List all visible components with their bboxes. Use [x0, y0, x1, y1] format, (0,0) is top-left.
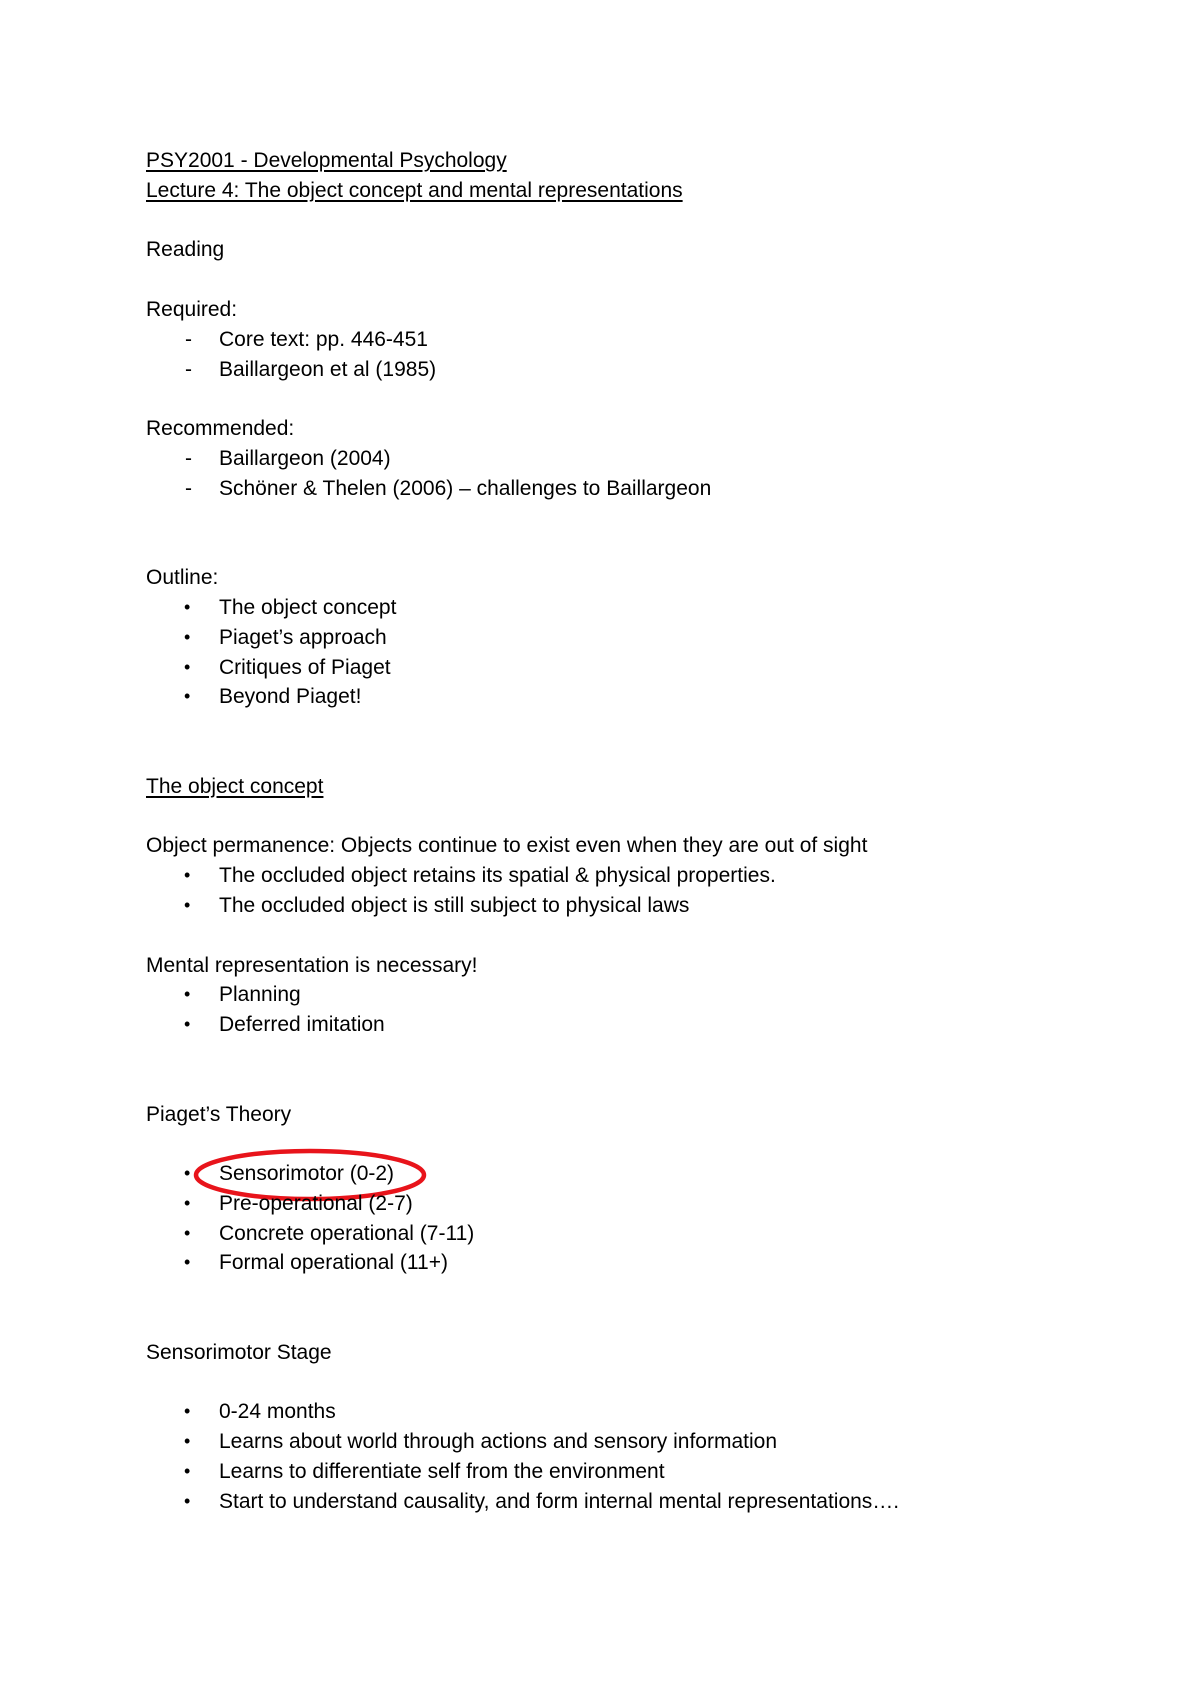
outline-list [146, 593, 1086, 712]
piaget-theory-heading: Piaget’s Theory [146, 1102, 292, 1126]
list-item: • Deferred imitation [146, 1010, 1086, 1040]
list-item: • Formal operational (11+) [146, 1248, 1086, 1278]
sensorimotor-heading: Sensorimotor Stage [146, 1340, 332, 1364]
bullet-marker: • [184, 1014, 191, 1035]
bullet-marker: • [184, 1222, 191, 1243]
list-item [146, 1159, 1086, 1189]
list-item: • The occluded object is still subject to physical laws [146, 891, 1086, 921]
list-item: • Start to understand causality, and form internal mental representations…. [146, 1487, 1086, 1517]
dash-marker: - [185, 446, 192, 470]
list-item: • Critiques of Piaget [146, 653, 1086, 683]
list-item: - Core text: pp. 446-451 [146, 325, 1086, 355]
object-permanence-line: Object permanence: Objects continue to exist even when they are out of sight [146, 834, 868, 858]
recommended-list [146, 444, 1086, 504]
reading-heading: Reading [146, 238, 225, 262]
list-item: • Pre-operational (2-7) [146, 1189, 1086, 1219]
list-item: - Schöner & Thelen (2006) – challenges to Baillargeon [146, 474, 1086, 504]
bullet-marker: • [184, 656, 191, 677]
bullet-marker: • [184, 1431, 191, 1452]
lecture-title: Lecture 4: The object concept and mental representations [146, 178, 683, 202]
object-concept-heading: The object concept [146, 774, 324, 798]
list-item: - Baillargeon et al (1985) [146, 355, 1086, 385]
list-item: • 0-24 months [146, 1397, 1086, 1427]
representation-list [146, 980, 1086, 1040]
list-item: • Beyond Piaget! [146, 682, 1086, 712]
bullet-marker: • [184, 1252, 191, 1273]
list-item: - Baillargeon (2004) [146, 444, 1086, 474]
mental-representation-line: Mental representation is necessary! [146, 953, 478, 977]
recommended-label: Recommended: [146, 417, 295, 441]
dash-marker: - [185, 357, 192, 381]
bullet-marker: • [184, 1461, 191, 1482]
list-item: • Learns about world through actions and sensory information [146, 1427, 1086, 1457]
list-item: • Learns to differentiate self from the environment [146, 1457, 1086, 1487]
bullet-marker: • [184, 894, 191, 915]
bullet-marker: • [184, 626, 191, 647]
list-item: • Planning [146, 980, 1086, 1010]
list-item: • The object concept [146, 593, 1086, 623]
list-item: • Concrete operational (7-11) [146, 1219, 1086, 1249]
bullet-marker: • [184, 686, 191, 707]
bullet-marker: • [184, 1163, 191, 1184]
list-item: • Piaget’s approach [146, 623, 1086, 653]
bullet-marker: • [184, 984, 191, 1005]
bullet-marker: • [184, 1401, 191, 1422]
bullet-marker: • [184, 1490, 191, 1511]
required-label: Required: [146, 297, 238, 321]
required-list [146, 325, 1086, 385]
dash-marker: - [185, 476, 192, 500]
highlighted-stage: Sensorimotor (0-2) [219, 1159, 394, 1189]
outline-heading: Outline: [146, 566, 219, 590]
document-body [146, 146, 1086, 1517]
sensorimotor-list [146, 1397, 1086, 1516]
list-item: • The occluded object retains its spatial & physical properties. [146, 861, 1086, 891]
dash-marker: - [185, 327, 192, 351]
course-title: PSY2001 - Developmental Psychology [146, 149, 507, 172]
bullet-marker: • [184, 596, 191, 617]
permanence-list [146, 861, 1086, 921]
bullet-marker: • [184, 1192, 191, 1213]
piaget-stage-list [146, 1159, 1086, 1278]
bullet-marker: • [184, 865, 191, 886]
